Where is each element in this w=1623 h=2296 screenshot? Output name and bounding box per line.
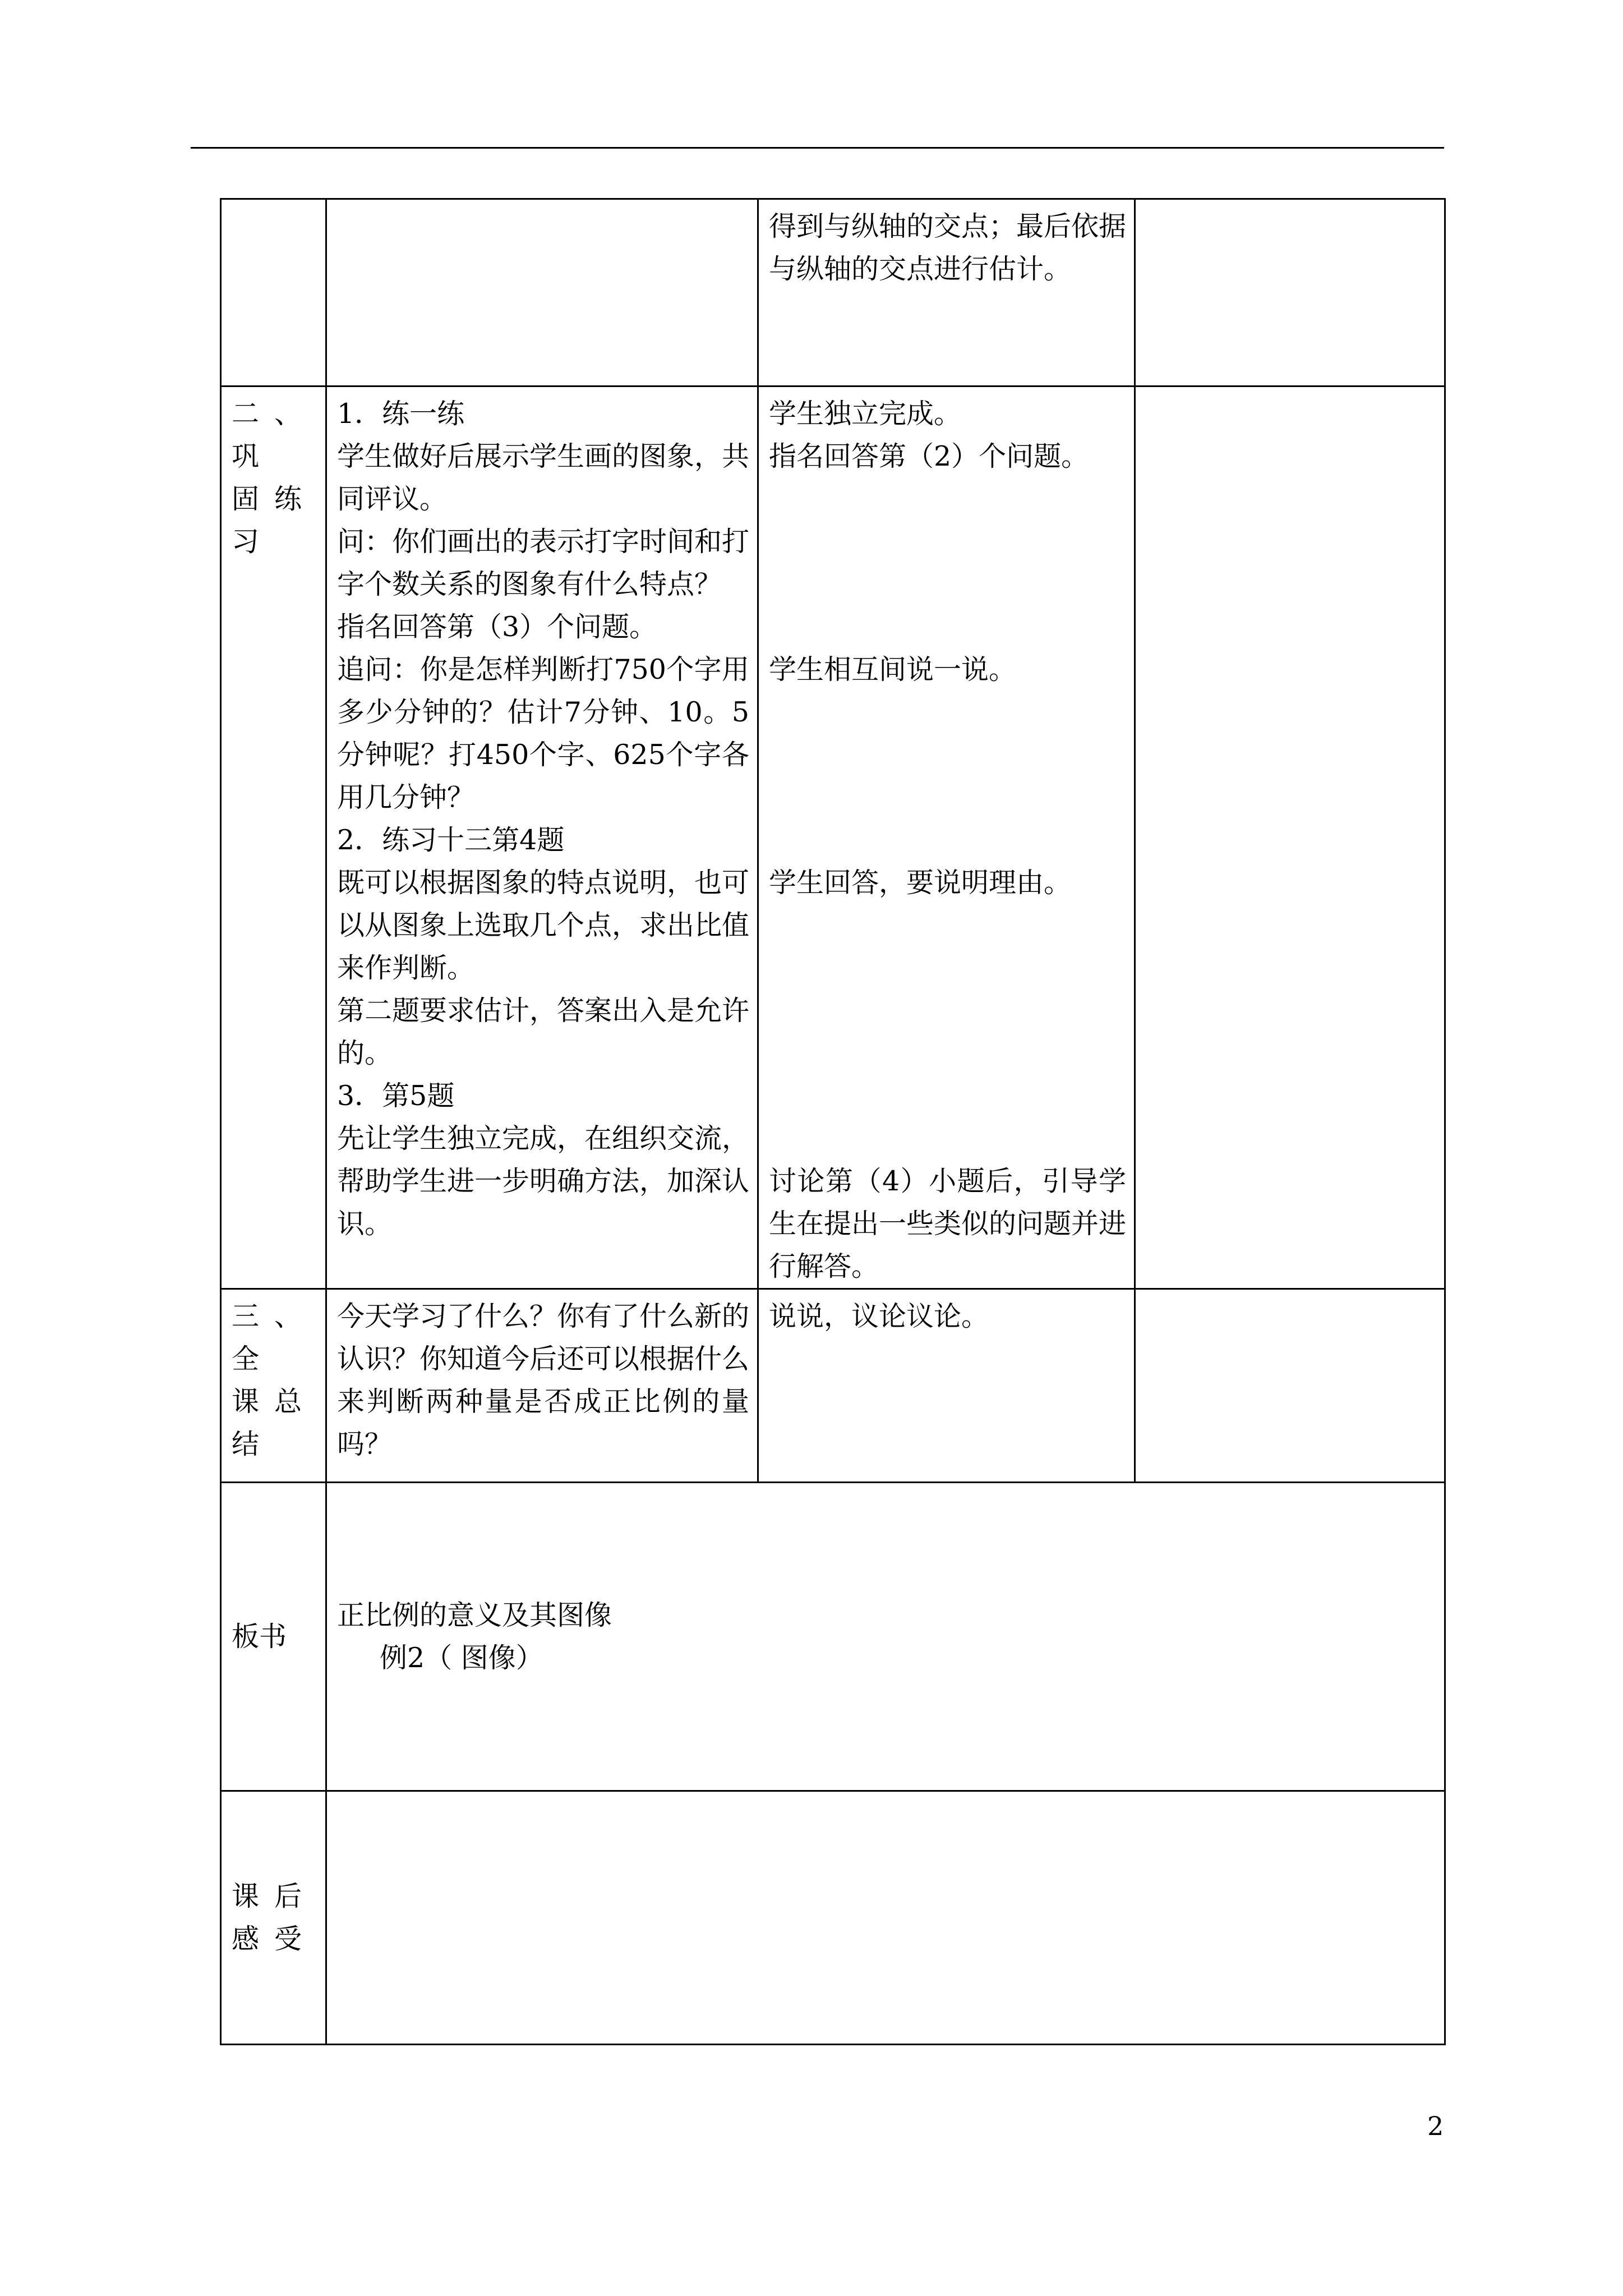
teacher-text: 3．第5题 xyxy=(337,1080,455,1112)
student-activity-cell xyxy=(758,1289,1135,1483)
notes-cell xyxy=(1135,386,1445,1289)
board-content-cell xyxy=(326,1483,1445,1791)
reflection-label: 课 后 感受 xyxy=(232,1880,302,1955)
teacher-text: 第二题要求估计，答案出入是允许的。 xyxy=(337,995,750,1069)
student-text: 指名回答第（2）个问题。 xyxy=(769,440,1089,472)
teacher-text: 指名回答第（3）个问题。 xyxy=(337,611,657,643)
teacher-activity-cell xyxy=(326,199,758,386)
student-text: 学生相互间说一说。 xyxy=(769,654,1017,685)
board-label: 板书 xyxy=(232,1620,287,1653)
teacher-activity-cell xyxy=(326,386,758,1289)
table-row xyxy=(221,1483,1445,1791)
student-text: 得到与纵轴的交点；最后依据与纵轴的交点进行估计。 xyxy=(769,210,1127,285)
student-activity-cell xyxy=(758,199,1135,386)
stage-cell xyxy=(221,199,326,386)
student-activity-cell xyxy=(758,386,1135,1289)
student-text: 讨论第（4）小题后，引导学生在提出一些类似的问题并进行解答。 xyxy=(769,1165,1127,1282)
teacher-text: 学生做好后展示学生画的图象，共同评议。 xyxy=(337,440,750,515)
reflection-content-cell xyxy=(326,1791,1445,2045)
stage-label: 二、巩 固 练 习 xyxy=(232,398,302,558)
page-number: 2 xyxy=(1427,2111,1444,2141)
student-text: 学生独立完成。 xyxy=(769,398,962,430)
teacher-text: 追问：你是怎样判断打750个字用多少分钟的？估计7分钟、10。5分钟呢？打450个字、625个字各用几分钟？ xyxy=(337,654,749,813)
stage-cell xyxy=(221,1289,326,1483)
teacher-text: 今天学习了什么？你有了什么新的认识？你知道今后还可以根据什么来判断两种量是否成正比例的量吗？ xyxy=(337,1300,750,1460)
notes-cell xyxy=(1135,199,1445,386)
table-row xyxy=(221,1289,1445,1483)
table-row xyxy=(221,386,1445,1289)
table-row xyxy=(221,199,1445,386)
stage-label: 三、全 课 总 结 xyxy=(232,1300,302,1460)
teacher-text: 1．练一练 xyxy=(337,398,465,430)
lesson-plan-table xyxy=(220,198,1446,2045)
teacher-text: 2．练习十三第4题 xyxy=(337,824,565,856)
board-title: 正比例的意义及其图像 xyxy=(337,1599,612,1631)
teacher-text: 问：你们画出的表示打字时间和打字个数关系的图象有什么特点？ xyxy=(337,526,750,600)
header-rule xyxy=(191,147,1444,149)
notes-cell xyxy=(1135,1289,1445,1483)
board-label-cell xyxy=(221,1483,326,1791)
student-text: 学生回答，要说明理由。 xyxy=(769,867,1072,899)
table-row xyxy=(221,1791,1445,2045)
teacher-text: 先让学生独立完成，在组织交流，帮助学生进一步明确方法，加深认识。 xyxy=(337,1122,750,1240)
student-text: 说说，议论议论。 xyxy=(769,1300,989,1332)
reflection-label-cell xyxy=(221,1791,326,2045)
teacher-activity-cell xyxy=(326,1289,758,1483)
stage-cell xyxy=(221,386,326,1289)
teacher-text: 既可以根据图象的特点说明，也可以从图象上选取几个点，求出比值来作判断。 xyxy=(337,867,750,984)
board-subtitle: 例2（ 图像） xyxy=(380,1641,543,1674)
